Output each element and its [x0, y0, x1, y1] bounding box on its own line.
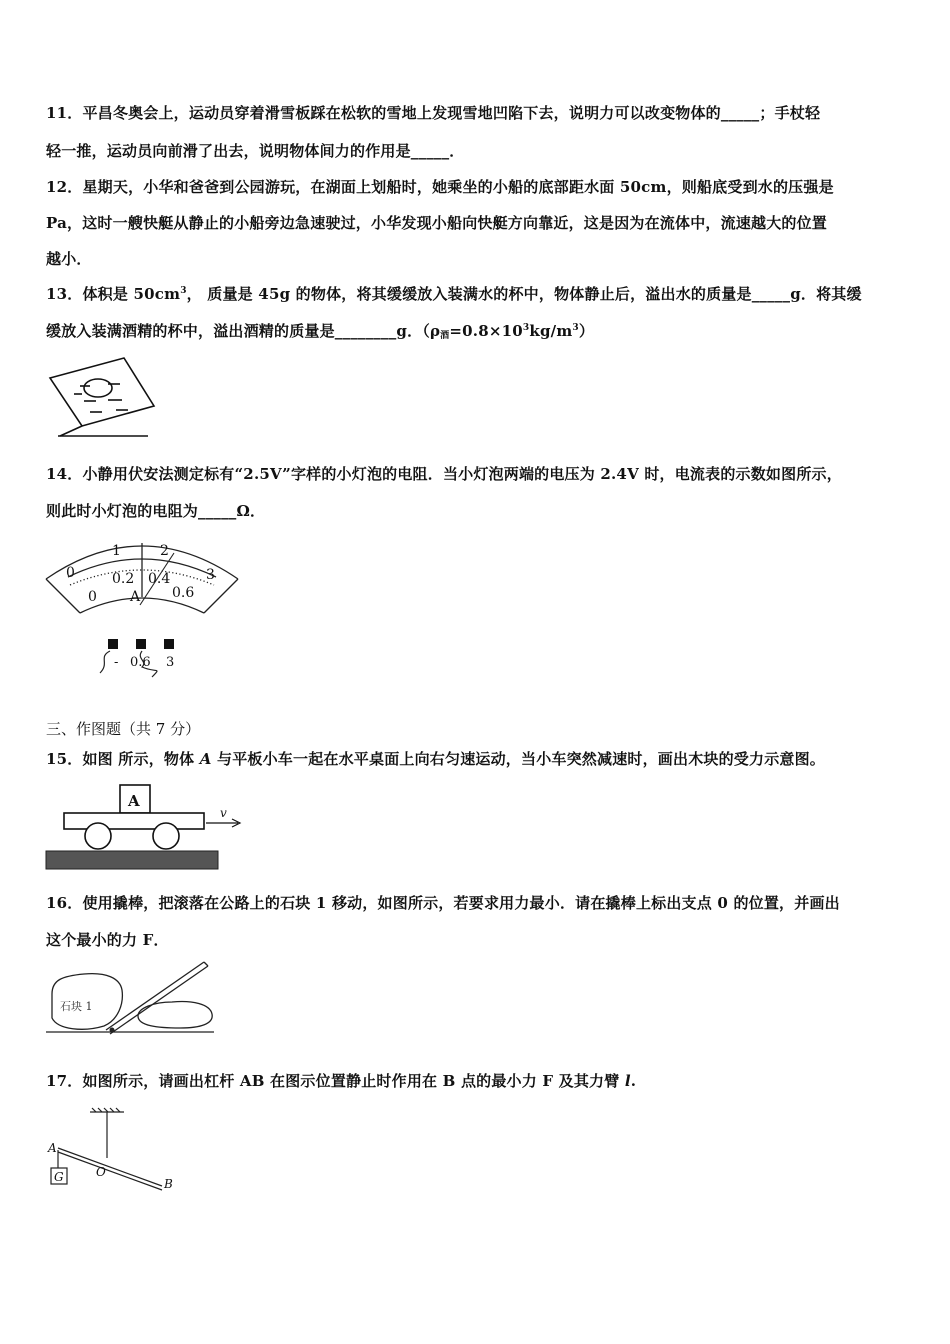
- ammeter-top-1: 1: [112, 543, 121, 559]
- terminal-0.6: [136, 639, 146, 649]
- q13-exp-sup: 3: [522, 323, 530, 333]
- q13-cm3-sup: 3: [180, 286, 187, 296]
- q14-line-2: 则此时小灯泡的电阻为_____Ω．: [46, 502, 266, 520]
- cart-wheel-left: [85, 823, 111, 849]
- q16-line-2: 这个最小的力 F．: [46, 931, 169, 949]
- ammeter-unit: A: [130, 589, 141, 605]
- q11-line-1: 11．平昌冬奥会上，运动员穿着滑雪板踩在松软的雪地上发现雪地凹陷下去，说明力可以改变物体的_____；手杖轻: [46, 104, 821, 122]
- q14-line-1: 14．小静用伏安法测定标有“2.5V”字样的小灯泡的电阻．当小灯泡两端的电压为 2.4V 时，电流表的示数如图所示，: [46, 465, 842, 483]
- q13-line-1-a: 13．体积是 50cm: [46, 285, 181, 303]
- ammeter-bottom-0.2: 0.2: [112, 571, 135, 587]
- q13-cup-figure: [44, 356, 164, 442]
- q12-line-2: Pa，这时一艘快艇从静止的小船旁边急速驶过，小华发现小船向快艇方向靠近，这是因为在流体中，流速越大的位置: [46, 214, 828, 232]
- terminal-3: [164, 639, 174, 649]
- q12-line-1: 12．星期天，小华和爸爸到公园游玩，在湖面上划船时，她乘坐的小船的底部距水面 50cm，则船底受到水的压强是: [46, 178, 834, 196]
- rock-label: 石块 1: [60, 1000, 93, 1013]
- terminal-minus: [108, 639, 118, 649]
- q15-cart-figure: [44, 781, 250, 873]
- label-a: A: [48, 1141, 57, 1155]
- q15-text-a-italic: A: [199, 750, 212, 768]
- q13-m3-sup: 3: [572, 323, 579, 333]
- q13-line-1: [46, 283, 906, 304]
- q17-text-a: 17．如图所示，请画出杠杆 AB 在图示位置静止时作用在 B 点的最小力 F 及其力臂: [46, 1072, 625, 1090]
- label-b: B: [164, 1177, 173, 1191]
- q13-rho-sub: 酒: [440, 331, 450, 341]
- terminal-label-minus: -: [114, 655, 119, 670]
- crowbar: [106, 962, 204, 1030]
- ammeter-top-2: 2: [160, 543, 169, 559]
- ammeter-bottom-0.6: 0.6: [172, 585, 195, 601]
- q14-ammeter-figure: [44, 533, 240, 679]
- ammeter-bottom-0.4: 0.4: [148, 571, 171, 587]
- q17-text-italic: l: [624, 1072, 631, 1090]
- q15-line: [46, 748, 906, 769]
- q13-line-2-b: =0.8×10: [449, 322, 523, 340]
- q15-text-b: 与平板小车一起在水平桌面上向右匀速运动，当小车突然减速时，画出木块的受力示意图。: [211, 750, 826, 768]
- velocity-label: v: [220, 806, 227, 820]
- q17-text-b: .: [630, 1072, 637, 1090]
- q13-line-1-b: ， 质量是 45g 的物体，将其缓缓放入装满水的杯中，物体静止后，溢出水的质量是_____g．将其缓: [186, 285, 862, 303]
- ammeter-top-0: 0: [66, 565, 75, 581]
- terminal-label-3: 3: [166, 655, 175, 670]
- q13-line-2-a: 缓放入装满酒精的杯中，溢出酒精的质量是________g．（ρ: [46, 322, 441, 340]
- ammeter-bottom-0: 0: [88, 589, 97, 605]
- q13-line-2-d: ）: [578, 322, 595, 340]
- rock-2: [138, 1002, 212, 1029]
- cart-body: [64, 813, 204, 829]
- label-g: G: [54, 1170, 64, 1184]
- q17-lever-figure: [44, 1106, 184, 1192]
- q13-line-2: [46, 320, 906, 341]
- label-o: O: [96, 1165, 106, 1179]
- q17-line: [46, 1070, 906, 1091]
- q13-line-2-c: kg/m: [529, 322, 573, 340]
- section-3-title: 三、作图题（共 7 分）: [46, 720, 201, 738]
- lever-ab: [58, 1148, 162, 1186]
- terminal-label-0.6: 0.6: [130, 655, 151, 670]
- q15-text-a: 15．如图 所示，物体: [46, 750, 200, 768]
- cart-wheel-right: [153, 823, 179, 849]
- q16-line-1: 16．使用撬棒，把滚落在公路上的石块 1 移动，如图所示，若要求用力最小．请在撬棒上标出支点 0 的位置，并画出: [46, 894, 840, 912]
- block-label: A: [128, 792, 140, 810]
- ammeter-top-3: 3: [206, 567, 215, 583]
- q12-line-3: 越小．: [46, 250, 92, 268]
- q11-line-2: 轻一推，运动员向前滑了出去，说明物体间力的作用是_____．: [46, 142, 465, 160]
- q16-crowbar-figure: [44, 960, 216, 1036]
